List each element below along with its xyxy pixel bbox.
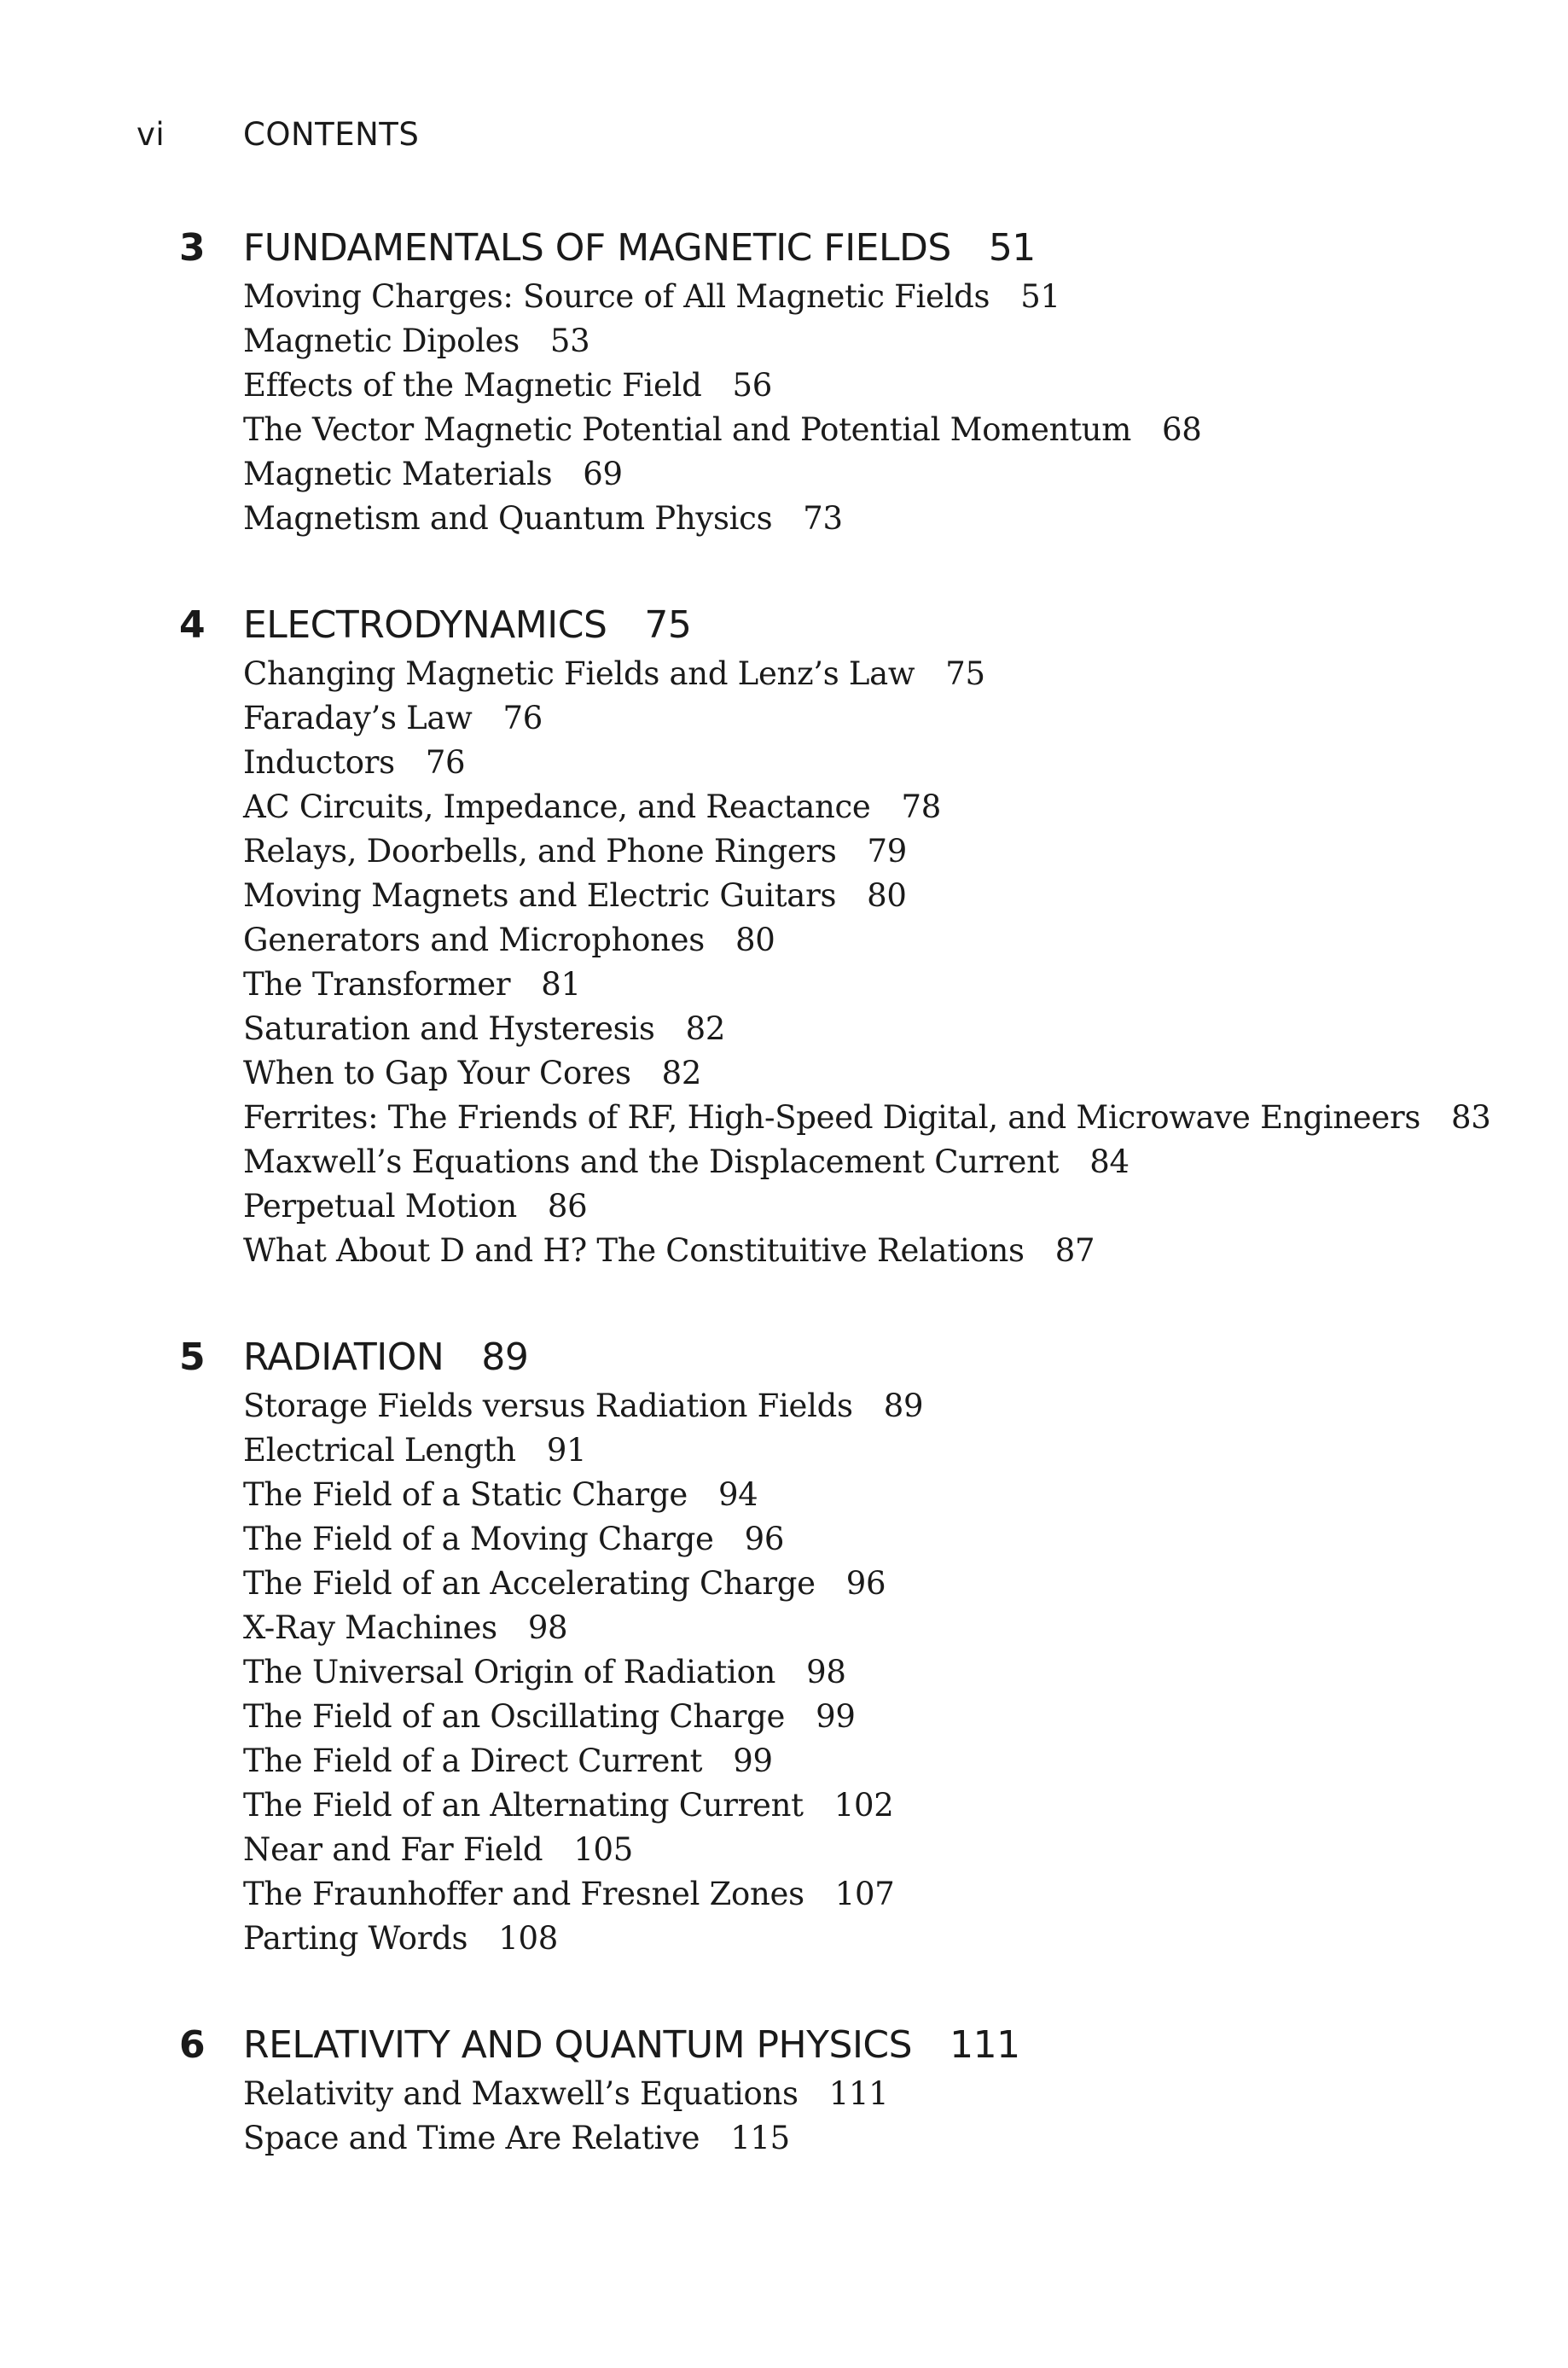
page-folio: vi — [136, 116, 166, 153]
chapter-title: RADIATION — [243, 1335, 444, 1379]
entry-page-number: 79 — [867, 833, 908, 870]
entry-page-number: 87 — [1054, 1232, 1095, 1269]
entry-page-number: 111 — [828, 2075, 889, 2112]
chapter-number: 6 — [179, 2023, 206, 2067]
entry-page-number: 56 — [732, 367, 772, 404]
chapter-page-number: 89 — [481, 1335, 529, 1379]
toc-entry[interactable] — [243, 1229, 1510, 1273]
entry-title: Moving Magnets and Electric Guitars — [243, 877, 837, 914]
entry-page-number: 69 — [583, 456, 623, 492]
chapter-heading[interactable] — [179, 224, 1510, 273]
toc-entry[interactable] — [243, 918, 1510, 963]
entry-page-number: 80 — [867, 877, 907, 914]
toc-entry[interactable] — [243, 1695, 1510, 1739]
toc-entry[interactable] — [243, 2116, 1510, 2161]
toc-entry[interactable] — [243, 1917, 1510, 1961]
chapter-page-number: 75 — [644, 603, 692, 647]
section-list — [243, 1384, 1510, 1961]
running-head-title: CONTENTS — [243, 116, 420, 153]
chapter-title: ELECTRODYNAMICS — [243, 603, 607, 647]
toc-entry[interactable] — [243, 1140, 1510, 1184]
entry-page-number: 81 — [541, 966, 581, 1003]
entry-title: AC Circuits, Impedance, and Reactance — [243, 788, 871, 825]
entry-page-number: 76 — [425, 744, 466, 781]
section-list — [243, 652, 1510, 1273]
chapter-page-number: 51 — [988, 226, 1036, 270]
entry-page-number: 105 — [573, 1831, 634, 1868]
entry-title: What About D and H? The Constituitive Relations — [243, 1232, 1025, 1269]
chapter-section — [179, 1333, 1510, 1961]
entry-title: Faraday’s Law — [243, 700, 473, 736]
entry-page-number: 75 — [945, 655, 985, 692]
entry-title: Moving Charges: Source of All Magnetic Fields — [243, 278, 990, 315]
toc-entry[interactable] — [243, 1007, 1510, 1051]
toc-entry[interactable] — [243, 2072, 1510, 2116]
chapter-title: FUNDAMENTALS OF MAGNETIC FIELDS — [243, 226, 951, 270]
running-head — [136, 116, 419, 153]
entry-page-number: 96 — [845, 1565, 886, 1602]
entry-page-number: 99 — [816, 1698, 856, 1735]
entry-title: Magnetic Dipoles — [243, 323, 520, 359]
chapter-section — [179, 2021, 1510, 2161]
chapter-section — [179, 601, 1510, 1273]
toc-entry[interactable] — [243, 1562, 1510, 1606]
chapter-heading[interactable] — [179, 2021, 1510, 2070]
toc-entry[interactable] — [243, 1473, 1510, 1517]
entry-title: Changing Magnetic Fields and Lenz’s Law — [243, 655, 915, 692]
chapter-heading[interactable] — [179, 1333, 1510, 1382]
section-list — [243, 2072, 1510, 2161]
toc-entry[interactable] — [243, 652, 1510, 696]
toc-entry[interactable] — [243, 1739, 1510, 1783]
toc-entry[interactable] — [243, 829, 1510, 874]
entry-title: Maxwell’s Equations and the Displacement Current — [243, 1143, 1060, 1180]
chapter-number: 5 — [179, 1335, 206, 1379]
entry-title: The Field of a Direct Current — [243, 1743, 703, 1779]
entry-page-number: 84 — [1089, 1143, 1130, 1180]
toc-entry[interactable] — [243, 364, 1510, 408]
entry-page-number: 99 — [733, 1743, 773, 1779]
entry-page-number: 107 — [834, 1876, 895, 1912]
toc-entry[interactable] — [243, 1783, 1510, 1828]
entry-page-number: 91 — [546, 1432, 587, 1469]
toc-entry[interactable] — [243, 452, 1510, 497]
entry-title: Storage Fields versus Radiation Fields — [243, 1388, 853, 1424]
entry-title: Ferrites: The Friends of RF, High-Speed Digital, and Microwave Engineers — [243, 1099, 1421, 1136]
entry-title: The Field of an Alternating Current — [243, 1787, 804, 1824]
entry-page-number: 82 — [685, 1010, 726, 1047]
entry-page-number: 115 — [730, 2120, 790, 2156]
entry-title: The Fraunhoffer and Fresnel Zones — [243, 1876, 804, 1912]
entry-title: Inductors — [243, 744, 395, 781]
toc-entry[interactable] — [243, 696, 1510, 741]
toc-entry[interactable] — [243, 408, 1510, 452]
toc-entry[interactable] — [243, 963, 1510, 1007]
chapter-title: RELATIVITY AND QUANTUM PHYSICS — [243, 2023, 913, 2067]
toc-entry[interactable] — [243, 1828, 1510, 1872]
entry-title: The Field of a Moving Charge — [243, 1521, 714, 1557]
chapter-section — [179, 224, 1510, 541]
entry-title: Electrical Length — [243, 1432, 516, 1469]
entry-title: Relativity and Maxwell’s Equations — [243, 2075, 799, 2112]
toc-entry[interactable] — [243, 497, 1510, 541]
entry-title: Effects of the Magnetic Field — [243, 367, 702, 404]
entry-title: Saturation and Hysteresis — [243, 1010, 655, 1047]
entry-page-number: 102 — [833, 1787, 894, 1824]
entry-title: The Universal Origin of Radiation — [243, 1654, 776, 1690]
toc-entry[interactable] — [243, 1384, 1510, 1428]
entry-page-number: 53 — [549, 323, 590, 359]
toc-entry[interactable] — [243, 785, 1510, 829]
entry-page-number: 96 — [744, 1521, 785, 1557]
entry-page-number: 51 — [1020, 278, 1060, 315]
toc-entry[interactable] — [243, 275, 1510, 319]
toc-entry[interactable] — [243, 874, 1510, 918]
entry-title: Parting Words — [243, 1920, 468, 1957]
entry-page-number: 68 — [1161, 411, 1202, 448]
toc-entry[interactable] — [243, 1650, 1510, 1695]
chapter-number: 3 — [179, 226, 206, 270]
entry-title: Perpetual Motion — [243, 1188, 517, 1225]
entry-title: Relays, Doorbells, and Phone Ringers — [243, 833, 837, 870]
toc-entry[interactable] — [243, 1606, 1510, 1650]
entry-title: X-Ray Machines — [243, 1609, 497, 1646]
entry-title: The Vector Magnetic Potential and Potential Momentum — [243, 411, 1131, 448]
entry-page-number: 80 — [735, 922, 775, 958]
entry-title: Near and Far Field — [243, 1831, 543, 1868]
toc-entry[interactable] — [243, 741, 1510, 785]
entry-page-number: 86 — [547, 1188, 588, 1225]
entry-page-number: 108 — [498, 1920, 558, 1957]
entry-title: Magnetic Materials — [243, 456, 553, 492]
toc-entry[interactable] — [243, 1872, 1510, 1917]
entry-page-number: 73 — [803, 500, 843, 537]
entry-page-number: 94 — [717, 1476, 758, 1513]
entry-page-number: 83 — [1451, 1099, 1491, 1136]
entry-page-number: 76 — [502, 700, 543, 736]
toc-entry[interactable] — [243, 1428, 1510, 1473]
entry-title: Magnetism and Quantum Physics — [243, 500, 773, 537]
entry-title: The Field of an Accelerating Charge — [243, 1565, 816, 1602]
entry-page-number: 98 — [806, 1654, 846, 1690]
entry-title: Generators and Microphones — [243, 922, 705, 958]
entry-title: The Field of a Static Charge — [243, 1476, 688, 1513]
table-of-contents — [179, 224, 1510, 2220]
toc-entry[interactable] — [243, 319, 1510, 364]
section-list — [243, 275, 1510, 541]
entry-page-number: 89 — [883, 1388, 924, 1424]
chapter-number: 4 — [179, 603, 206, 647]
entry-page-number: 78 — [901, 788, 942, 825]
toc-entry[interactable] — [243, 1096, 1510, 1140]
toc-entry[interactable] — [243, 1051, 1510, 1096]
entry-page-number: 98 — [527, 1609, 568, 1646]
chapter-heading[interactable] — [179, 601, 1510, 650]
entry-title: When to Gap Your Cores — [243, 1055, 631, 1091]
entry-title: The Transformer — [243, 966, 511, 1003]
toc-entry[interactable] — [243, 1517, 1510, 1562]
toc-entry[interactable] — [243, 1184, 1510, 1229]
entry-title: The Field of an Oscillating Charge — [243, 1698, 786, 1735]
entry-title: Space and Time Are Relative — [243, 2120, 700, 2156]
entry-page-number: 82 — [661, 1055, 702, 1091]
chapter-page-number: 111 — [950, 2023, 1020, 2067]
